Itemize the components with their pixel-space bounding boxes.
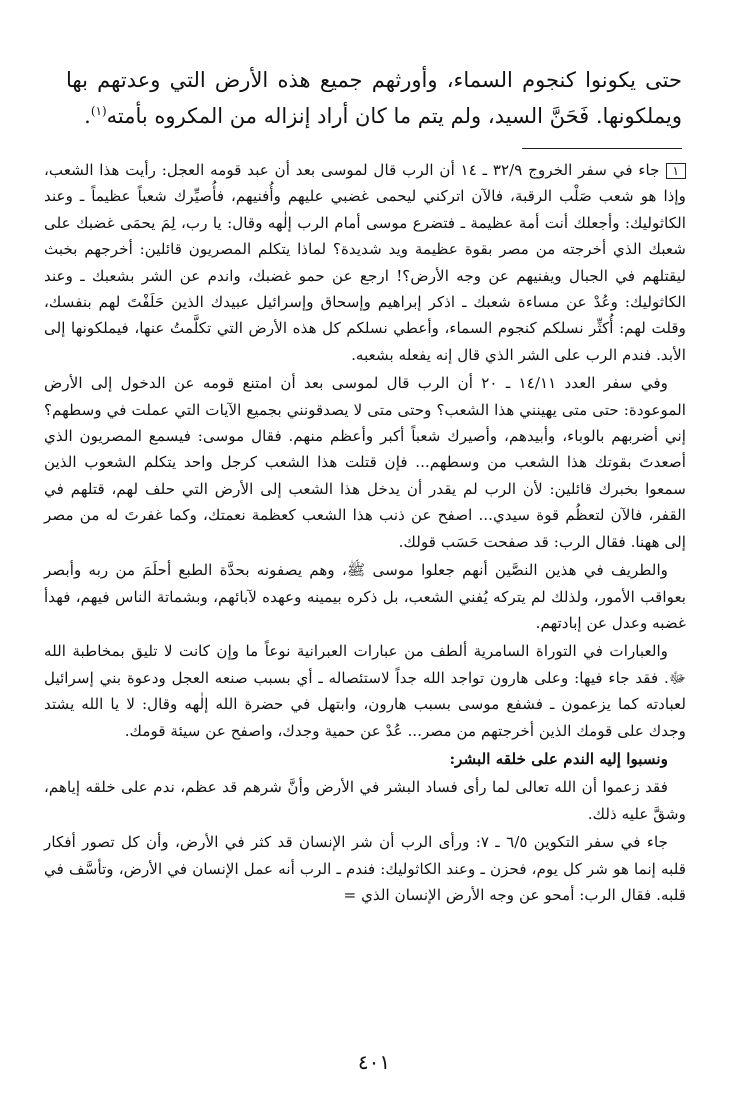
footnote-separator [522, 148, 682, 149]
footnote-paragraph-6: جاء في سفر التكوين ٦/٥ ـ ٧: ورأى الرب أن شر الإنسان قد كثر في الأرض، وأن كل تصور أفكار قلبه إنما هو شر كل يوم، فحزن ـ وعند الكاثوليك: فندم ـ الرب أنه عمل الإنسان في الأرض، وتأسَّف في قلبه. فقال الرب: أمحو عن وجه الأرض الإنسان الذي = [44, 833, 686, 904]
main-line-2-end: . [84, 104, 91, 128]
footnote-paragraph-3: والطريف في هذين النصَّين أنهم جعلوا موسى ﷺ، وهم يصفونه بحدَّة الطبع أحلَمَ من ربه وأبصر بعواقب الأمور، ولذلك لم يتركه يُفني الشعب، بل ذكره بيمينه وعهده لآبائهم، وبشماتة الناس فيهم، فهدأ غضبه وعدل عن إبادتهم. [44, 561, 686, 632]
footnote-paragraph-2: وفي سفر العدد ١٤/١١ ـ ٢٠ أن الرب قال لموسى بعد أن امتنع قومه عن الدخول إلى الأرض الموعودة: حتى متى يهينني هذا الشعب؟ وحتى متى لا يصدقونني بجميع الآيات التي عملت في وسطهم؟ إني أضربهم بالوباء، وأبيدهم، وأصيرك شعباً أكبر وأعظم منهم. فقال موسى: فيسمع المصريون الذي أصعدتَ بقوتك هذا الشعب من وسطهم... فإن قتلت هذا الشعب كرجل واحد يتكلم الشعوب الذين سمعوا بخبرك قائلين: لأن الرب لم يقدر أن يدخل هذا الشعب إلى الأرض التي حلف لهم، قتلهم في القفر، فالآن لتعظُم قوة سيدي... اصفح عن ذنب هذا الشعب كعظمة نعمتك، وكما غفرتَ له من مصر إلى ههنا. فقال الرب: قد صفحت حَسَب قولك. [44, 374, 686, 551]
footnote-paragraph-4: والعبارات في التوراة السامرية ألطف من عبارات العبرانية نوعاً ما وإن كانت لا تليق بمخاطبة الله ﷻ. فقد جاء فيها: وعلى هارون تواجد الله جداً لاستئصاله ـ أي بسبب صنعه العجل ودعوة بني إسرائيل لعبادته كما يزعمون ـ فشفع موسى بسبب هارون، وابتهل في حضرة الله إلٰهه وقال: لا يا الله يشتد وجدك على قومك الذين أخرجتهم من مصر... عُدْ عن حمية وجدك، واصفح عن سيئة قومك. [44, 642, 686, 740]
page-number: ٤٠١ [357, 1050, 391, 1074]
footnote-text-1: جاء في سفر الخروج ٣٢/٩ ـ ١٤ أن الرب قال لموسى بعد أن عبد قومه العجل: رأيت هذا الشعب، وإذا هو شعب صَلْب الرقبة، فالآن اتركني ليحمى غضبي عليهم وأُفنيهم، فأُصيِّرك شعباً عظيماً ـ وعند الكاثوليك: وأجعلك أنت أمة عظيمة ـ فتضرع موسى أمام الرب إلٰهه وقال: يا رب، لِمَ يحمَى غضبك على شعبك الذي أخرجته من مصر بقوة عظيمة ويد شديدة؟ لماذا يتكلم المصريون قائلين: أخرجهم بخبث ليقتلهم في الجبال ويفنيهم عن وجه الأرض؟! ارجع عن حمو غضبك، واندم عن الشر بشعبك ـ وعند الكاثوليك: وعُدْ عن مساءة شعبك ـ اذكر إبراهيم وإسحاق وإسرائيل عبيدك الذين حَلَفْتَ لهم بنفسك، وقلت لهم: أُكثِّر نسلكم كنجوم السماء، وأعطي نسلكم كل هذه الأرض التي تكلَّمتُ عنها، فيملكونها إلى الأبد. فندم الرب على الشر الذي قال إنه يفعله بشعبه. [44, 161, 686, 364]
main-line-1: حتى يكونوا كنجوم السماء، وأورثهم جميع هذه الأرض التي وعدتهم بها [66, 68, 682, 92]
main-text [66, 62, 682, 134]
main-line-2: ويملكونها. فَحَنَّ السيد، ولم يتم ما كان أراد إنزاله من المكروه بأمته [106, 104, 682, 128]
footnote-paragraph-1 [44, 157, 686, 368]
footnote-marker: ١ [666, 163, 686, 179]
footnote-reference[interactable]: (١) [90, 104, 107, 118]
section-heading: ونسبوا إليه الندم على خلقه البشر: [449, 749, 668, 768]
footnotes [44, 157, 686, 910]
footnote-paragraph-5: فقد زعموا أن الله تعالى لما رأى فساد البشر في الأرض وأنَّ شرهم قد عظم، ندم على خلقه إياهم، وشقَّ عليه ذلك. [44, 778, 686, 823]
